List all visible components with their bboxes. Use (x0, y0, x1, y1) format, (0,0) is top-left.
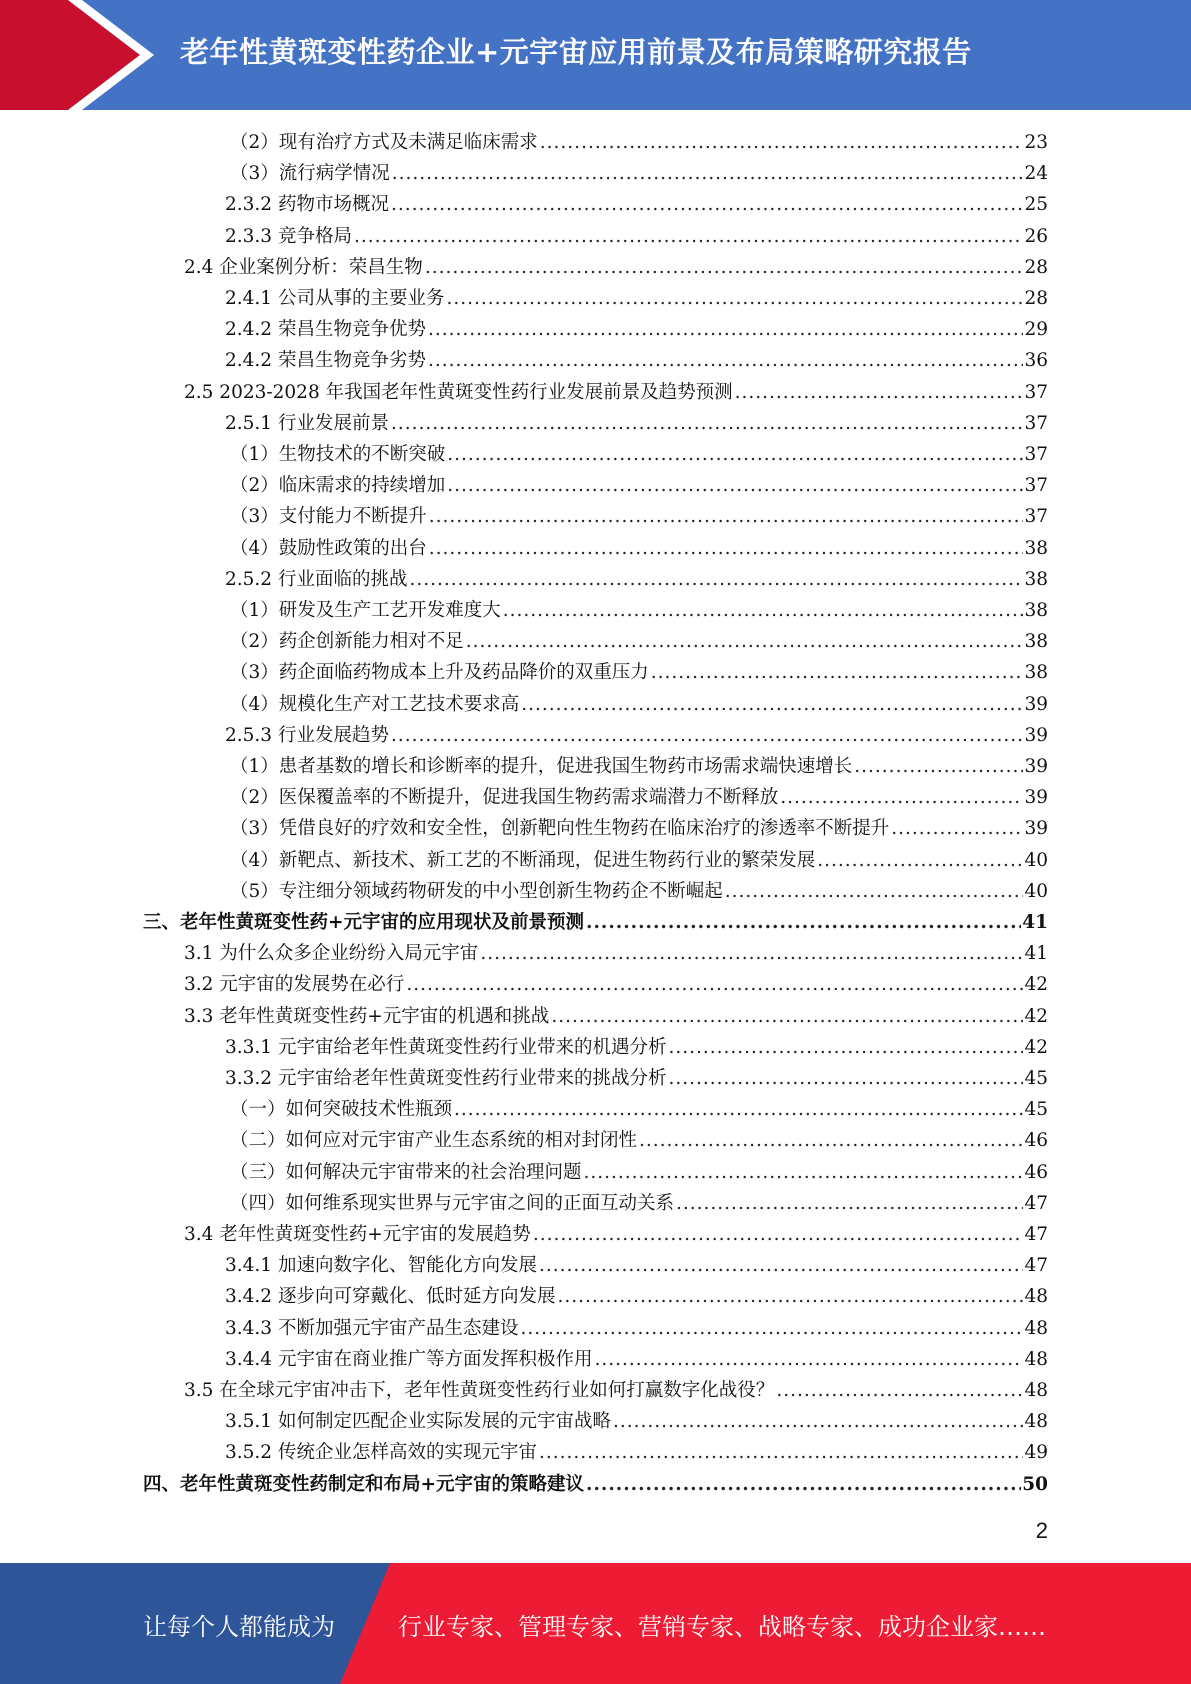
toc-entry-title: （2）药企创新能力相对不足 (230, 631, 464, 653)
toc-dot-leader (891, 813, 1023, 844)
toc-dot-leader (503, 595, 1024, 626)
toc-entry-page: 48 (1024, 1380, 1048, 1401)
toc-entry[interactable] (184, 1219, 1048, 1250)
toc-dot-leader (586, 1469, 1021, 1500)
toc-dot-leader (668, 1032, 1023, 1063)
toc-entry-page: 42 (1024, 974, 1048, 996)
toc-entry-title: （3）支付能力不断提升 (230, 506, 427, 528)
toc-entry-title: 3.1 为什么众多企业纷纷入局元宇宙 (184, 943, 479, 965)
toc-entry[interactable] (225, 189, 1048, 220)
toc-entry-title: （3）药企面临药物成本上升及药品降价的双重压力 (230, 662, 649, 684)
toc-entry-title: 2.5.2 行业面临的挑战 (225, 568, 408, 590)
toc-entry-title: 2.4.2 荣昌生物竞争优势 (225, 319, 426, 341)
toc-dot-leader (428, 345, 1023, 376)
toc-entry-page: 23 (1024, 132, 1048, 153)
toc-dot-leader (521, 689, 1023, 720)
toc-entry[interactable] (230, 1125, 1048, 1156)
toc-entry-page: 41 (1024, 943, 1048, 965)
toc-entry[interactable] (184, 252, 1048, 283)
toc-entry-page: 37 (1024, 444, 1048, 465)
toc-entry[interactable] (230, 127, 1048, 158)
toc-entry[interactable] (225, 1032, 1048, 1063)
toc-entry-title: 2.3.3 竞争格局 (225, 225, 352, 247)
toc-entry[interactable] (230, 533, 1048, 564)
toc-entry-title: （4）鼓励性政策的出台 (230, 537, 427, 559)
toc-dot-leader (586, 907, 1021, 938)
toc-dot-leader (668, 1063, 1023, 1094)
toc-entry-page: 46 (1024, 1130, 1048, 1152)
page-footer (0, 1563, 1191, 1684)
toc-entry[interactable] (230, 1094, 1048, 1125)
toc-entry-title: 2.3.2 药物市场概况 (225, 194, 389, 216)
toc-entry[interactable] (184, 1375, 1048, 1406)
toc-entry-page: 47 (1024, 1192, 1048, 1214)
toc-entry[interactable] (225, 1437, 1048, 1468)
toc-entry[interactable] (230, 751, 1048, 782)
toc-entry-page: 45 (1024, 1099, 1048, 1121)
toc-entry[interactable] (230, 470, 1048, 501)
toc-entry[interactable] (230, 689, 1048, 720)
toc-dot-leader (725, 876, 1024, 907)
toc-entry-title: （四）如何维系现实世界与元宇宙之间的正面互动关系 (230, 1192, 675, 1214)
toc-entry-page: 36 (1024, 350, 1048, 372)
toc-entry-title: （1）患者基数的增长和诊断率的提升，促进我国生物药市场需求端快速增长 (230, 756, 853, 777)
toc-dot-leader (639, 1125, 1023, 1156)
toc-entry[interactable] (230, 501, 1048, 532)
toc-entry[interactable] (225, 564, 1048, 595)
toc-entry-page: 39 (1024, 818, 1048, 840)
toc-entry[interactable] (184, 1001, 1048, 1032)
toc-entry-title: （3）凭借良好的疗效和安全性，创新靶向性生物药在临床治疗的渗透率不断提升 (230, 818, 890, 840)
toc-dot-leader (428, 314, 1023, 345)
toc-dot-leader (425, 252, 1024, 283)
toc-entry[interactable] (230, 158, 1048, 189)
toc-entry-title: 2.4.1 公司从事的主要业务 (225, 288, 445, 309)
toc-dot-leader (854, 751, 1023, 782)
toc-entry-page: 38 (1024, 568, 1048, 590)
toc-entry-title: 3.3.2 元宇宙给老年性黄斑变性药行业带来的挑战分析 (225, 1068, 667, 1089)
toc-entry-title: （2）临床需求的持续增加 (230, 475, 446, 497)
toc-entry-title: 四、老年性黄斑变性药制定和布局+元宇宙的策略建议 (143, 1473, 585, 1495)
toc-dot-leader (540, 127, 1024, 158)
toc-entry-page: 38 (1024, 631, 1048, 653)
toc-dot-leader (454, 1094, 1023, 1125)
toc-dot-leader (409, 564, 1023, 595)
toc-entry-page: 39 (1024, 787, 1048, 809)
toc-entry-page: 48 (1024, 1286, 1048, 1308)
toc-entry[interactable] (143, 1469, 1048, 1500)
toc-dot-leader (447, 439, 1023, 470)
toc-entry-title: 2.5.1 行业发展前景 (225, 412, 389, 434)
toc-dot-leader (539, 1250, 1023, 1281)
toc-dot-leader (613, 1406, 1023, 1437)
toc-dot-leader (446, 283, 1023, 314)
toc-dot-leader (392, 158, 1024, 189)
toc-entry[interactable] (230, 876, 1048, 907)
toc-entry[interactable] (225, 1063, 1048, 1094)
toc-entry[interactable] (225, 1344, 1048, 1375)
toc-entry-title: （1）研发及生产工艺开发难度大 (230, 600, 501, 621)
toc-dot-leader (391, 408, 1023, 439)
toc-entry-title: 3.4.2 逐步向可穿戴化、低时延方向发展 (225, 1286, 556, 1308)
toc-entry-page: 25 (1024, 194, 1048, 216)
toc-entry-title: 3.4.3 不断加强元宇宙产品生态建设 (225, 1317, 519, 1339)
toc-entry-page: 41 (1022, 912, 1048, 933)
toc-entry-page: 48 (1024, 1348, 1048, 1370)
toc-entry-page: 42 (1024, 1036, 1048, 1058)
toc-dot-leader (539, 1437, 1023, 1468)
toc-entry-page: 39 (1024, 724, 1048, 746)
toc-entry-page: 38 (1024, 662, 1048, 684)
toc-entry-title: 三、老年性黄斑变性药+元宇宙的应用现状及前景预测 (143, 912, 585, 933)
toc-entry-page: 38 (1024, 537, 1048, 559)
toc-entry[interactable] (225, 408, 1048, 439)
toc-entry-page: 37 (1024, 506, 1048, 528)
toc-entry[interactable] (225, 221, 1048, 252)
toc-entry[interactable] (230, 626, 1048, 657)
toc-entry-title: （3）流行病学情况 (230, 163, 390, 185)
toc-dot-leader (391, 189, 1023, 220)
toc-entry[interactable] (230, 439, 1048, 470)
toc-dot-leader (676, 1188, 1023, 1219)
header-red-chevron (0, 0, 140, 110)
toc-dot-leader (406, 969, 1023, 1000)
toc-entry-title: 3.4.1 加速向数字化、智能化方向发展 (225, 1255, 537, 1277)
toc-entry-title: 3.4 老年性黄斑变性药+元宇宙的发展趋势 (184, 1224, 531, 1245)
toc-entry-page: 28 (1024, 256, 1048, 278)
toc-dot-leader (584, 1157, 1024, 1188)
toc-dot-leader (557, 1281, 1023, 1312)
toc-entry-title: 3.3.1 元宇宙给老年性黄斑变性药行业带来的机遇分析 (225, 1036, 667, 1058)
page-header (0, 0, 1191, 110)
toc-entry[interactable] (184, 938, 1048, 969)
toc-dot-leader (447, 470, 1023, 501)
toc-entry-page: 40 (1024, 849, 1048, 871)
toc-entry-title: （4）新靶点、新技术、新工艺的不断涌现，促进生物药行业的繁荣发展 (230, 849, 816, 871)
toc-dot-leader (391, 720, 1023, 751)
toc-entry-title: （5）专注细分领域药物研发的中小型创新生物药企不断崛起 (230, 880, 723, 902)
toc-entry-page: 50 (1022, 1473, 1048, 1495)
toc-dot-leader (651, 657, 1024, 688)
toc-entry-title: 3.5.1 如何制定匹配企业实际发展的元宇宙战略 (225, 1411, 611, 1433)
toc-entry-page: 39 (1024, 756, 1048, 777)
toc-entry-title: 2.5.3 行业发展趋势 (225, 724, 389, 746)
toc-entry[interactable] (230, 1188, 1048, 1219)
toc-entry-page: 39 (1024, 693, 1048, 715)
toc-entry[interactable] (230, 1157, 1048, 1188)
toc-entry-page: 47 (1024, 1224, 1048, 1245)
toc-entry-page: 46 (1024, 1161, 1048, 1183)
toc-entry[interactable] (230, 657, 1048, 688)
toc-entry-title: 2.4.2 荣昌生物竞争劣势 (225, 350, 426, 372)
toc-entry-title: 3.4.4 元宇宙在商业推广等方面发挥积极作用 (225, 1348, 593, 1370)
toc-entry[interactable] (225, 1281, 1048, 1312)
toc-entry-title: （1）生物技术的不断突破 (230, 444, 446, 465)
toc-entry-page: 24 (1024, 163, 1048, 185)
toc-dot-leader (776, 1375, 1023, 1406)
toc-entry[interactable] (225, 283, 1048, 314)
toc-dot-leader (429, 533, 1024, 564)
toc-entry-page: 48 (1024, 1411, 1048, 1433)
toc-entry-title: （二）如何应对元宇宙产业生态系统的相对封闭性 (230, 1130, 638, 1152)
toc-entry-title: 3.5.2 传统企业怎样高效的实现元宇宙 (225, 1442, 537, 1464)
toc-dot-leader (520, 1313, 1023, 1344)
toc-entry-page: 26 (1024, 225, 1048, 247)
toc-entry[interactable] (225, 1313, 1048, 1344)
toc-entry-title: （三）如何解决元宇宙带来的社会治理问题 (230, 1161, 582, 1183)
toc-entry-page: 47 (1024, 1255, 1048, 1277)
footer-slogan-right: 行业专家、管理专家、营销专家、战略专家、成功企业家…… (398, 1613, 1046, 1641)
toc-entry-page: 29 (1024, 319, 1048, 341)
toc-entry-title: （4）规模化生产对工艺技术要求高 (230, 693, 520, 715)
toc-dot-leader (594, 1344, 1023, 1375)
toc-entry-title: （2）医保覆盖率的不断提升，促进我国生物药需求端潜力不断释放 (230, 787, 779, 809)
toc-dot-leader (817, 845, 1023, 876)
toc-entry-page: 37 (1024, 475, 1048, 497)
toc-entry[interactable] (230, 845, 1048, 876)
toc-entry[interactable] (225, 314, 1048, 345)
report-title: 老年性黄斑变性药企业+元宇宙应用前景及布局策略研究报告 (180, 35, 972, 69)
toc-entry-page: 48 (1024, 1317, 1048, 1339)
toc-entry[interactable] (143, 907, 1048, 938)
toc-dot-leader (354, 221, 1024, 252)
toc-dot-leader (780, 782, 1023, 813)
toc-entry-title: 3.5 在全球元宇宙冲击下，老年性黄斑变性药行业如何打赢数字化战役？ (184, 1380, 775, 1401)
toc-entry-page: 45 (1024, 1068, 1048, 1089)
toc-entry-page: 42 (1024, 1005, 1048, 1027)
toc-entry-page: 37 (1024, 381, 1048, 403)
toc-entry[interactable] (230, 813, 1048, 844)
toc-dot-leader (480, 938, 1023, 969)
toc-entry-page: 37 (1024, 412, 1048, 434)
toc-dot-leader (429, 501, 1024, 532)
toc-entry[interactable] (230, 595, 1048, 626)
toc-dot-leader (533, 1219, 1024, 1250)
toc-entry[interactable] (225, 345, 1048, 376)
toc-entry[interactable] (225, 1250, 1048, 1281)
toc-dot-leader (735, 377, 1024, 408)
toc-entry-title: 3.2 元宇宙的发展势在必行 (184, 974, 405, 996)
toc-entry-page: 28 (1024, 288, 1048, 309)
toc-entry[interactable] (230, 782, 1048, 813)
toc-entry-page: 49 (1024, 1442, 1048, 1464)
toc-entry-title: 3.3 老年性黄斑变性药+元宇宙的机遇和挑战 (184, 1005, 550, 1027)
footer-slogan-left: 让每个人都能成为 (143, 1613, 335, 1641)
toc-entry-title: 2.5 2023-2028 年我国老年性黄斑变性药行业发展前景及趋势预测 (184, 381, 733, 403)
toc-entry-title: （一）如何突破技术性瓶颈 (230, 1099, 453, 1121)
toc-dot-leader (466, 626, 1024, 657)
toc-entry-title: 2.4 企业案例分析：荣昌生物 (184, 256, 423, 278)
toc-entry[interactable] (184, 969, 1048, 1000)
toc-entry[interactable] (184, 377, 1048, 408)
toc-entry-page: 38 (1024, 600, 1048, 621)
toc-entry-title: （2）现有治疗方式及未满足临床需求 (230, 132, 538, 153)
toc-entry-page: 40 (1024, 880, 1048, 902)
toc-entry[interactable] (225, 1406, 1048, 1437)
toc-entry[interactable] (225, 720, 1048, 751)
page-number: 2 (1035, 1518, 1048, 1543)
toc-dot-leader (551, 1001, 1023, 1032)
